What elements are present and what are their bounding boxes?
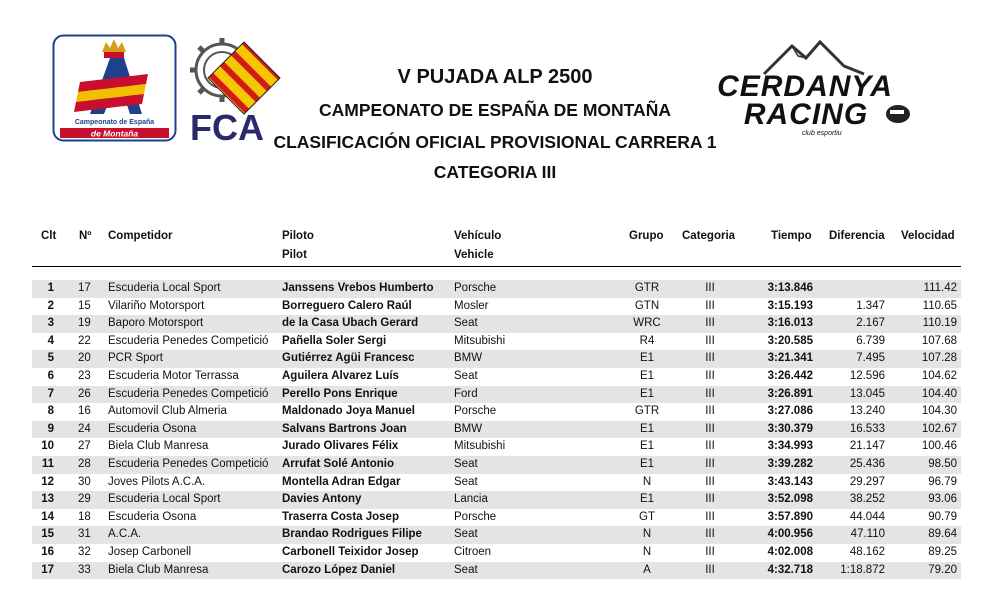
cell-diff: 16.533 (849, 422, 885, 435)
cell-clt: 14 (41, 510, 54, 523)
cell-num: 22 (78, 334, 91, 347)
cell-time: 4:02.008 (767, 545, 813, 558)
cell-num: 15 (78, 299, 91, 312)
cell-group: N (642, 545, 652, 558)
cell-clt: 10 (41, 440, 54, 453)
table-row (32, 350, 961, 368)
cell-competitor: PCR Sport (108, 352, 163, 365)
cell-speed: 100.46 (921, 440, 957, 453)
header-vehicle-sub: Vehicle (454, 249, 494, 261)
logo-text-2: de Montaña (90, 128, 139, 139)
cell-category: III (705, 405, 715, 418)
cell-clt: 9 (47, 422, 54, 435)
cell-competitor: Escuderia Penedes Competició (108, 387, 269, 400)
cell-pilot: de la Casa Ubach Gerard (282, 317, 419, 330)
cell-speed: 93.06 (928, 493, 957, 506)
cell-clt: 8 (47, 405, 54, 418)
cell-clt: 6 (47, 369, 54, 382)
table-row (32, 474, 961, 492)
cell-time: 3:57.890 (767, 510, 813, 523)
cell-pilot: Aguilera Álvarez Luís (282, 369, 399, 382)
cell-category: III (705, 493, 715, 506)
cell-num: 17 (78, 282, 91, 294)
cell-pilot: Traserra Costa Josep (282, 510, 399, 523)
cell-num: 33 (78, 563, 91, 576)
cell-competitor: Vilariño Motorsport (108, 299, 205, 312)
cell-competitor: Automovil Club Almeria (108, 405, 227, 418)
club-esportiu-text: club esportiu (802, 130, 842, 137)
cell-num: 18 (78, 510, 91, 523)
table-row (32, 509, 961, 527)
cell-pilot: Jurado Olivares Félix (282, 440, 399, 453)
header-pilot-sub: Pilot (282, 249, 307, 261)
cell-num: 20 (78, 352, 91, 365)
cell-time: 3:30.379 (767, 422, 813, 435)
cell-time: 3:26.442 (767, 369, 813, 382)
cell-num: 26 (78, 387, 91, 400)
logo-text-1: Campeonato de España (74, 119, 155, 126)
header-group: Grupo (629, 230, 664, 242)
cell-speed: 98.50 (928, 457, 957, 470)
cell-pilot: Gutiérrez Agüi Francesc (282, 352, 415, 365)
cell-category: III (705, 352, 715, 365)
cell-competitor: Joves Pilots A.C.A. (108, 475, 206, 488)
cell-num: 23 (78, 369, 91, 382)
table-row (32, 491, 961, 509)
table-row (32, 526, 961, 544)
header-pilot: Piloto (282, 230, 314, 242)
cell-pilot: Pañella Soler Sergi (282, 334, 387, 347)
table-row (32, 544, 961, 562)
table-row (32, 280, 961, 298)
cell-diff: 29.297 (849, 475, 885, 488)
cell-diff: 1:18.872 (840, 563, 885, 576)
cell-group: GTR (634, 282, 660, 294)
header-speed: Velocidad (901, 230, 955, 242)
cell-time: 3:39.282 (767, 457, 813, 470)
cell-group: E1 (639, 493, 655, 506)
cell-competitor: Josep Carbonell (108, 545, 192, 558)
cell-competitor: Escuderia Penedes Competició (108, 457, 269, 470)
cell-speed: 89.25 (928, 545, 957, 558)
cell-clt: 7 (47, 387, 54, 400)
cell-competitor: Biela Club Manresa (108, 440, 209, 453)
cell-group: E1 (639, 457, 655, 470)
cell-pilot: Carozo López Daniel (282, 563, 396, 576)
cell-speed: 107.68 (921, 334, 957, 347)
table-row (32, 333, 961, 351)
cell-group: E1 (639, 369, 655, 382)
cell-vehicle: Seat (454, 369, 478, 382)
cell-speed: 96.79 (928, 475, 957, 488)
cell-diff: 13.045 (849, 387, 885, 400)
cell-vehicle: Seat (454, 528, 478, 541)
cell-clt: 13 (41, 493, 54, 506)
cell-group: E1 (639, 352, 655, 365)
header-competitor: Competidor (108, 230, 173, 242)
cell-pilot: Borreguero Calero Raúl (282, 299, 412, 312)
cell-clt: 16 (41, 545, 54, 558)
cell-diff: 38.252 (849, 493, 885, 506)
cerdanya-text: CERDANYA (717, 70, 893, 103)
table-row (32, 562, 961, 580)
cell-vehicle: Mitsubishi (454, 334, 506, 347)
cell-clt: 12 (41, 475, 54, 488)
cell-category: III (705, 387, 715, 400)
cell-num: 32 (78, 545, 91, 558)
cell-diff: 12.596 (849, 369, 885, 382)
cell-group: N (642, 528, 652, 541)
table-row (32, 403, 961, 421)
cell-clt: 2 (47, 299, 54, 312)
cell-diff: 44.044 (849, 510, 885, 523)
header-time: Tiempo (771, 230, 812, 242)
cell-category: III (705, 440, 715, 453)
table-row (32, 298, 961, 316)
cell-pilot: Janssens Vrebos Humberto (282, 282, 434, 294)
cell-time: 3:26.891 (767, 387, 813, 400)
cell-clt: 1 (47, 282, 54, 294)
cell-time: 3:27.086 (767, 405, 813, 418)
cell-speed: 107.28 (921, 352, 957, 365)
table-row (32, 456, 961, 474)
cell-clt: 11 (41, 457, 54, 470)
cell-num: 16 (78, 405, 91, 418)
cell-group: E1 (639, 387, 655, 400)
cell-clt: 17 (41, 563, 54, 576)
table-row (32, 386, 961, 404)
cell-speed: 104.40 (921, 387, 957, 400)
cell-time: 3:16.013 (767, 317, 813, 330)
cell-group: A (643, 563, 651, 576)
cell-category: III (705, 457, 715, 470)
cell-diff: 1.347 (856, 299, 885, 312)
fca-text: FCA (190, 107, 264, 144)
cell-pilot: Davies Antony (282, 493, 362, 506)
header-diff: Diferencia (829, 230, 885, 242)
event-title: V PUJADA ALP 2500 (397, 66, 593, 88)
cell-time: 3:21.341 (767, 352, 813, 365)
cell-vehicle: Porsche (454, 510, 497, 523)
cell-vehicle: Lancia (454, 493, 488, 506)
cell-pilot: Perello Pons Enrique (282, 387, 398, 400)
table-row (32, 315, 961, 333)
cell-clt: 5 (47, 352, 54, 365)
cell-diff: 7.495 (856, 352, 885, 365)
cell-competitor: Escuderia Local Sport (108, 282, 221, 294)
cell-vehicle: Seat (454, 457, 478, 470)
cell-category: III (705, 299, 715, 312)
cell-vehicle: Ford (454, 387, 478, 400)
cell-competitor: Baporo Motorsport (108, 317, 204, 330)
cell-category: III (705, 510, 715, 523)
cell-speed: 104.62 (921, 369, 957, 382)
cell-competitor: A.C.A. (108, 528, 142, 541)
cell-diff: 6.739 (856, 334, 885, 347)
cell-category: III (705, 475, 715, 488)
cell-speed: 79.20 (928, 563, 957, 576)
cell-num: 28 (78, 457, 91, 470)
header-num: Nº (79, 230, 92, 242)
cell-category: III (705, 282, 715, 294)
cell-group: R4 (639, 334, 655, 347)
cell-vehicle: Porsche (454, 405, 497, 418)
cell-category: III (705, 528, 715, 541)
cell-time: 3:43.143 (767, 475, 813, 488)
cell-group: WRC (633, 317, 661, 330)
header-category: Categoria (682, 230, 736, 242)
cell-vehicle: BMW (454, 422, 483, 435)
cell-category: III (705, 563, 715, 576)
cell-speed: 110.19 (922, 317, 957, 330)
cell-group: GTR (634, 405, 660, 418)
cell-speed: 110.65 (922, 299, 957, 312)
cell-time: 3:15.193 (767, 299, 813, 312)
cell-time: 3:13.846 (767, 282, 813, 294)
cell-vehicle: Seat (454, 317, 478, 330)
cell-diff: 21.147 (849, 440, 885, 453)
cell-competitor: Escuderia Osona (108, 422, 197, 435)
cell-vehicle: Porsche (454, 282, 497, 294)
cell-vehicle: Mitsubishi (454, 440, 506, 453)
cell-speed: 111.42 (923, 282, 957, 294)
cell-num: 24 (78, 422, 91, 435)
cell-category: III (705, 369, 715, 382)
cell-pilot: Brandao Rodrigues Filipe (282, 528, 422, 541)
cell-diff: 13.240 (849, 405, 885, 418)
cell-pilot: Salvans Bartrons Joan (282, 422, 407, 435)
header-divider (32, 266, 961, 267)
category-title: CATEGORIA III (433, 162, 557, 182)
cell-competitor: Biela Club Manresa (108, 563, 209, 576)
cell-pilot: Maldonado Joya Manuel (282, 405, 415, 418)
cell-speed: 104.30 (921, 405, 957, 418)
cell-competitor: Escuderia Osona (108, 510, 197, 523)
cell-category: III (705, 545, 715, 558)
cell-pilot: Carbonell Teixidor Josep (282, 545, 419, 558)
cell-speed: 89.64 (928, 528, 957, 541)
cell-group: GTN (634, 299, 660, 312)
cell-vehicle: Seat (454, 563, 478, 576)
classification-title: CLASIFICACIÓN OFICIAL PROVISIONAL CARRERA 1 (273, 132, 717, 152)
cell-competitor: Escuderia Motor Terrassa (108, 369, 239, 382)
cell-group: E1 (639, 422, 655, 435)
cell-vehicle: Mosler (454, 299, 489, 312)
cell-speed: 102.67 (921, 422, 957, 435)
cell-category: III (705, 422, 715, 435)
racing-text: RACING (743, 98, 869, 131)
cell-time: 4:00.956 (767, 528, 813, 541)
cell-diff: 25.436 (849, 457, 885, 470)
cell-category: III (705, 334, 715, 347)
cell-num: 29 (78, 493, 91, 506)
championship-title: CAMPEONATO DE ESPAÑA DE MONTAÑA (319, 100, 671, 120)
fca-logo (184, 34, 284, 144)
cell-vehicle: BMW (454, 352, 483, 365)
table-row (32, 368, 961, 386)
cell-time: 3:52.098 (767, 493, 813, 506)
cell-clt: 3 (47, 317, 54, 330)
cell-vehicle: Seat (454, 475, 478, 488)
cell-time: 4:32.718 (767, 563, 813, 576)
cell-time: 3:34.993 (767, 440, 813, 453)
cell-diff: 47.110 (850, 528, 885, 541)
cell-diff: 2.167 (856, 317, 885, 330)
cell-num: 31 (78, 528, 91, 541)
cell-num: 19 (78, 317, 91, 330)
cell-speed: 90.79 (928, 510, 957, 523)
table-row (32, 421, 961, 439)
header-vehicle: Vehículo (454, 230, 502, 242)
cell-clt: 15 (41, 528, 54, 541)
results-table (32, 280, 961, 579)
cell-competitor: Escuderia Penedes Competició (108, 334, 269, 347)
cell-diff: 48.162 (849, 545, 885, 558)
table-row (32, 438, 961, 456)
cell-time: 3:20.585 (767, 334, 813, 347)
cell-pilot: Montella Adran Edgar (282, 475, 401, 488)
header-clt: Clt (41, 230, 57, 242)
cell-group: GT (639, 510, 655, 523)
cell-group: N (642, 475, 652, 488)
cell-group: E1 (639, 440, 655, 453)
cell-vehicle: Citroen (454, 545, 492, 558)
cell-competitor: Escuderia Local Sport (108, 493, 221, 506)
cell-category: III (705, 317, 715, 330)
cell-clt: 4 (47, 334, 54, 347)
cell-pilot: Arrufat Solé Antonio (282, 457, 395, 470)
cell-num: 30 (78, 475, 91, 488)
cell-num: 27 (78, 440, 91, 453)
